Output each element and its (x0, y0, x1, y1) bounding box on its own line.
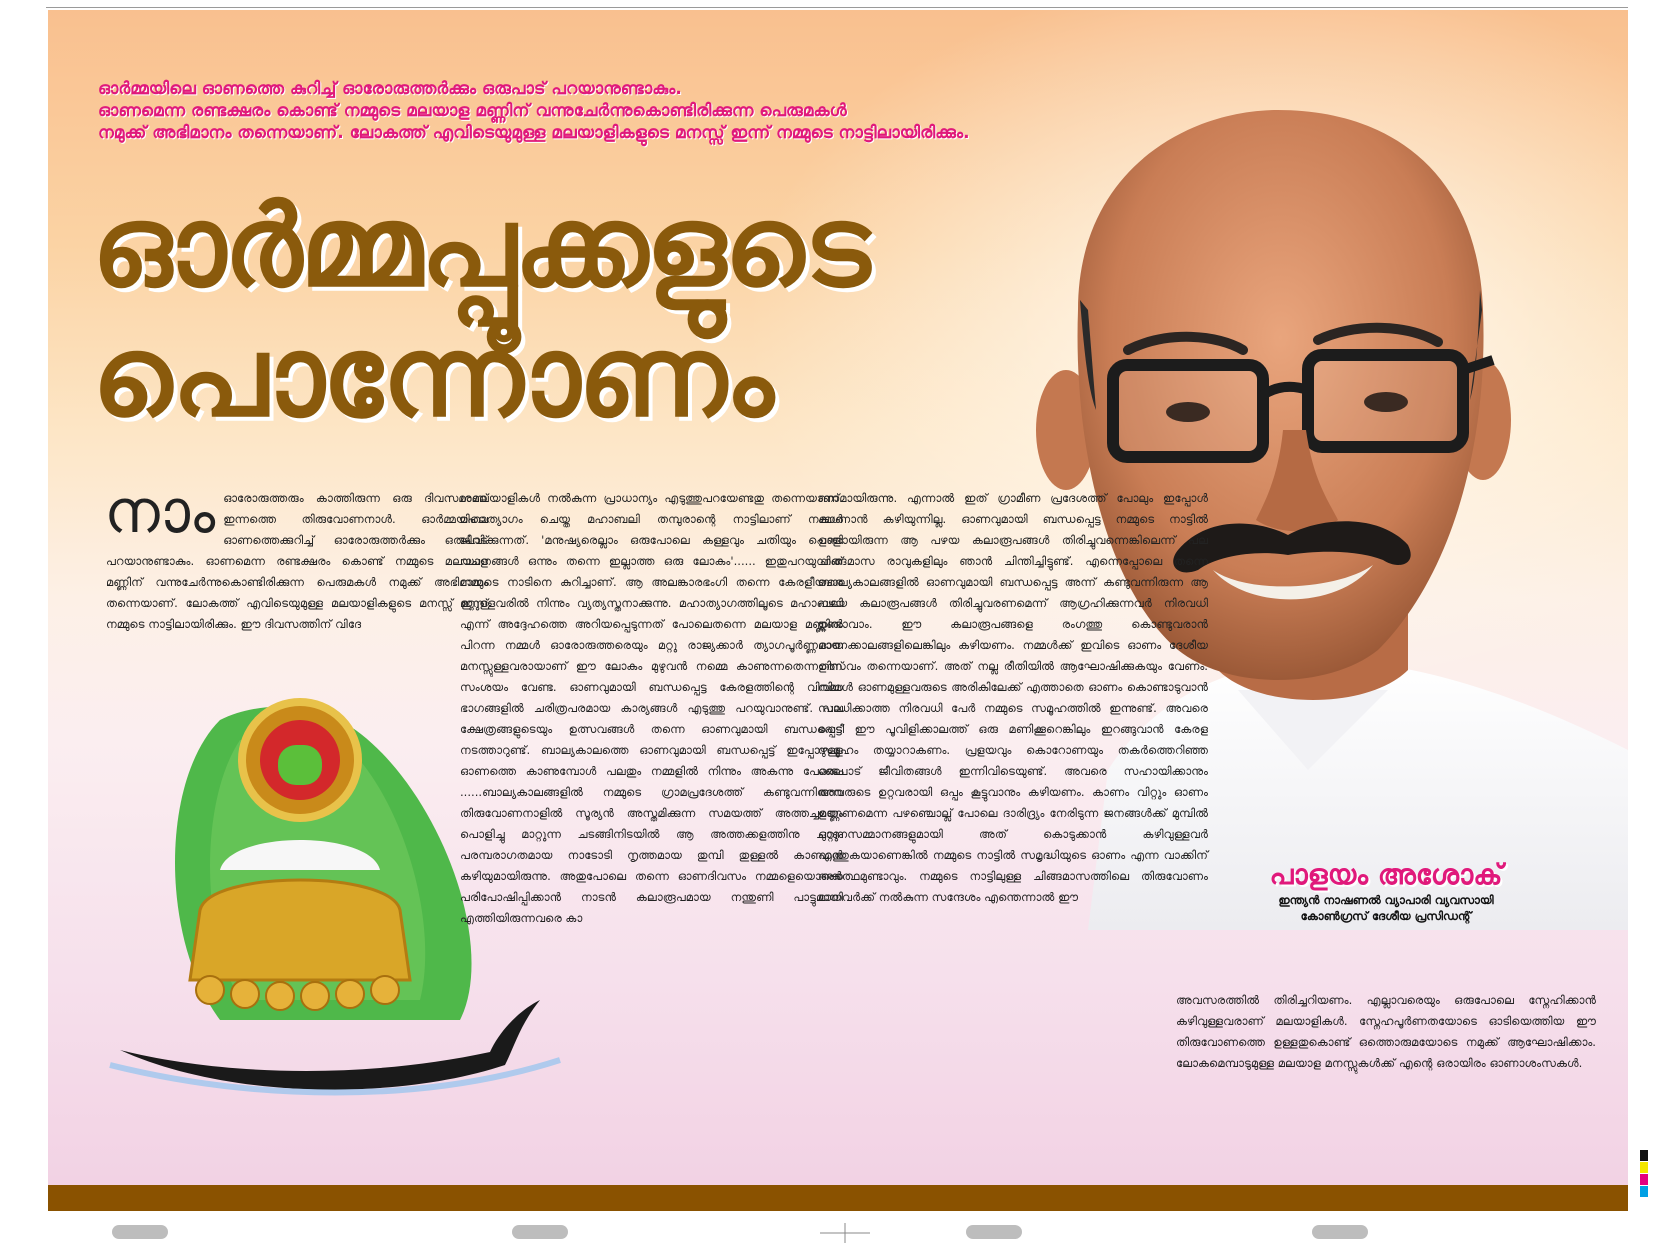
intro-line-3: നമുക്ക് അഭിമാനം തന്നെയാണ്. ലോകത്ത് എവിടെയുമുള്ള മലയാളികളുടെ മനസ്സ് ഇന്ന് നമ്മുടെ നാട്ടിലായിരിക്കും. (98, 123, 970, 143)
author-designation-1: ഇന്ത്യൻ നാഷണൽ വ്യാപാരി വ്യവസായി (1278, 893, 1494, 907)
crosshair-mark (820, 1223, 870, 1243)
article-column-2: ശമലയാളികൾ നൽകുന്ന പ്രാധാന്യം എടുത്തുപറയേണ്ടതു തന്നെയാണ്. മഹാത്യാഗം ചെയ്ത മഹാബലി തമ്പുരാന്റെ നാട്ടിലാണ് നമ്മൾ ജീവിക്കുന്നത്. 'മനുഷ്യരെല്ലാം ഒരുപോലെ കള്ളവും ചതിയും പൊളി വചനങ്ങൾ ഒന്നും തന്നെ ഇല്ലാത്ത ഒരു ലോകം'...... ഇതുപറയുന്നത് നമ്മുടെ നാടിനെ കുറിച്ചാണ്. ആ അലങ്കാരഭംഗി തന്നെ കേരളീയരെ മറ്റുള്ളവരിൽ നിന്നും വ്യത്യസ്തനാക്കുന്നു. മഹാത്യാഗത്തിലൂടെ മഹാബലി എന്ന് അദ്ദേഹത്തെ അറിയപ്പെടുന്നത് പോലെതന്നെ മലയാള മണ്ണിൽ പിറന്ന നമ്മൾ ഓരോരുത്തരെയും മറ്റു രാജ്യക്കാർ ത്യാഗപൂർണ്ണമായ മനസ്സുള്ളവരായാണ് ഈ ലോകം മുഴുവൻ നമ്മെ കാണുന്നതെന്നതിന് സംശയം വേണ്ട. ഓണവുമായി ബന്ധപ്പെട്ട കേരളത്തിന്റെ വിവിധ ഭാഗങ്ങളിൽ ചരിത്രപരമായ കാര്യങ്ങൾ എടുത്തു പറയുവാനുണ്ട്. പല ക്ഷേത്രങ്ങളുടെയും ഉത്സവങ്ങൾ തന്നെ ഓണവുമായി ബന്ധപ്പെട്ട് നടത്താറുണ്ട്. ബാല്യകാലത്തെ ഓണവുമായി ബന്ധപ്പെട്ട് ഇപ്പോഴുള്ള ഓണത്തെ കാണുമ്പോൾ പലതും നമ്മളിൽ നിന്നും അകന്നു പോലെ ......ബാല്യകാലങ്ങളിൽ നമ്മുടെ ഗ്രാമപ്രദേശത്ത് കണ്ടുവന്നിരുന്ന തിരുവോണനാളിൽ സൂര്യൻ അസ്തമിക്കുന്ന സമയത്ത് അത്തച്ചമയം പൊളിച്ചു മാറ്റുന്ന ചടങ്ങിനിടയിൽ ആ അത്തക്കളത്തിനു ചുറ്റും പരമ്പരാഗതമായ നാടോടി നൃത്തമായ തുമ്പി തുള്ളൽ കാണാൻ കഴിയുമായിരുന്നു. അതുപോലെ തന്നെ ഓണദിവസം നമ്മളെയൊക്കെ പരിപോഷിപ്പിക്കാൻ നാടൻ കലാരൂപമായ നന്തുണി പാട്ടുമായി എത്തിയിരുന്നവരെ കാ (460, 491, 843, 925)
drop-cap: നാം (104, 477, 216, 547)
headline-line-2: പൊന്നോണം (92, 312, 772, 442)
color-swatch-yellow (1640, 1162, 1648, 1173)
intro-line-1: ഓർമ്മയിലെ ഓണത്തെ കുറിച്ച് ഓരോരുത്തർക്കും ഒരുപാട് പറയാനുണ്ടാകും. (98, 79, 682, 99)
top-rule (46, 7, 1628, 8)
registration-mark (112, 1225, 168, 1239)
intro-blurb (98, 78, 1048, 144)
column-1-text: ഓരോരുത്തരും കാത്തിരുന്ന ഒരു ദിവസമാണ് ഇന്നത്തെ തിരുവോണനാൾ. ഓർമ്മയിലെ ഓണത്തെക്കുറിച്ച് ഓരോരുത്തർക്കും ഒരുപാട് പറയാനുണ്ടാകും. ഓണമെന്ന രണ്ടക്ഷരം കൊണ്ട് നമ്മുടെ മലയാള മണ്ണിന് വന്നുചേർന്നുകൊണ്ടിരിക്കുന്ന പെരുമകൾ നമുക്ക് അഭിമാനം തന്നെയാണ്. ലോകത്ത് എവിടെയുമുള്ള മലയാളികളുടെ മനസ്സ് ഇന്ന് നമ്മുടെ നാട്ടിലായിരിക്കും. ഈ ദിവസത്തിന് വിദേ (106, 491, 488, 631)
author-credit (1236, 858, 1536, 924)
headline (92, 182, 868, 442)
headline-line-1: ഓർമ്മപ്പൂക്കളുടെ (92, 182, 869, 312)
article-column-4: അവസരത്തിൽ തിരിച്ചറിയണം. എല്ലാവരെയും ഒരുപോലെ സ്നേഹിക്കാൻ കഴിവുള്ളവരാണ് മലയാളികൾ. സ്നേഹപൂർണതയോടെ ഓടിയെത്തിയ ഈ തിരുവോണത്തെ ഉള്ളതുകൊണ്ട് ഒത്തൊരുമയോടെ നമുക്ക് ആഘോഷിക്കാം. ലോകമെമ്പാടുമുള്ള മലയാള മനസ്സുകൾക്ക് എന്റെ ഒരായിരം ഓണാശംസകൾ. (1176, 993, 1596, 1070)
article-column-1 (104, 477, 488, 635)
color-swatch-magenta (1640, 1174, 1648, 1185)
registration-mark (1312, 1225, 1368, 1239)
newspaper-page (48, 10, 1628, 1185)
color-swatch-black (1640, 1150, 1648, 1161)
author-name: പാളയം അശോക് (1269, 858, 1503, 891)
registration-mark (966, 1225, 1022, 1239)
article-column-3: ണാമായിരുന്നു. എന്നാൽ ഇത് ഗ്രാമീണ പ്രദേശത്ത് പോലും ഇപ്പോൾ കാണാൻ കഴിയുന്നില്ല. ഓണവുമായി ബന്ധപ്പെട്ട നമ്മുടെ നാട്ടിൽ ഉണ്ടായിരുന്ന ആ പഴയ കലാരൂപങ്ങൾ തിരിച്ചുവന്നെങ്കിലെന്ന് പല ചിങ്ങമാസ രാവുകളിലും ഞാൻ ചിന്തിച്ചിട്ടുണ്ട്. എന്നെപ്പോലെ തന്നെ ബാല്യകാലങ്ങളിൽ ഓണവുമായി ബന്ധപ്പെട്ട അന്ന് കണ്ടുവന്നിരുന്ന ആ പഴയ കലാരൂപങ്ങൾ തിരിച്ചുവരണമെന്ന് ആഗ്രഹിക്കുന്നവർ നിരവധി ഉണ്ടാവാം. ഈ കലാരൂപങ്ങളെ രംഗത്തു കൊണ്ടുവരാൻ ഓണക്കാലങ്ങളിലെങ്കിലും കഴിയണം. നമ്മൾക്ക് ഇവിടെ ഓണം ദേശീയ ഉത്സവം തന്നെയാണ്. അത് നല്ല രീതിയിൽ ആഘോഷിക്കുകയും വേണം. നമ്മൾ ഓണമുള്ളവരുടെ അരികിലേക്ക് എത്താതെ ഓണം കൊണ്ടാടുവാൻ സാധിക്കാത്ത നിരവധി പേർ നമ്മുടെ സമൂഹത്തിൽ ഇന്നുണ്ട്. അവരെ തേടി ഈ പൂവിളിക്കാലത്ത് ഒരു മണിക്കൂറെങ്കിലും ഇറങ്ങുവാൻ കേരള സമൂഹം തയ്യാറാകണം. പ്രളയവും കൊറോണയും തകർത്തെറിഞ്ഞ ഒരുപാട് ജീവിതങ്ങൾ ഇന്നിവിടെയുണ്ട്. അവരെ സഹായിക്കാനും അവരുടെ ഉറ്റവരായി ഒപ്പം കൂട്ടുവാനും കഴിയണം. കാണം വിറ്റും ഓണം ഉണ്ണണമെന്ന പഴഞ്ചൊല്ല് പോലെ ദാരിദ്ര്യം നേരിടുന്ന ജനങ്ങൾക്ക് മുമ്പിൽ ഓണസമ്മാനങ്ങളുമായി അത് കൊടുക്കാൻ കഴിവുള്ളവർ എത്തുകയാണെങ്കിൽ നമ്മുടെ നാട്ടിൽ സമൃദ്ധിയുടെ ഓണം എന്ന വാക്കിന് അർത്ഥമുണ്ടാവും. നമ്മുടെ നാട്ടിലുള്ള ചിങ്ങമാസത്തിലെ തിരുവോണം മാനവർക്ക് നൽകുന്ന സന്ദേശം എന്തെന്നാൽ ഈ (818, 491, 1208, 904)
author-designation-2: കോൺഗ്രസ് ദേശീയ പ്രസിഡന്റ് (1300, 909, 1472, 923)
bottom-bar (48, 1185, 1628, 1211)
registration-mark (512, 1225, 568, 1239)
color-swatch-cyan (1640, 1186, 1648, 1197)
intro-line-2: ഓണമെന്ന രണ്ടക്ഷരം കൊണ്ട് നമ്മുടെ മലയാള മണ്ണിന് വന്നുചേർന്നുകൊണ്ടിരിക്കുന്ന പെരുമകൾ (98, 101, 847, 121)
